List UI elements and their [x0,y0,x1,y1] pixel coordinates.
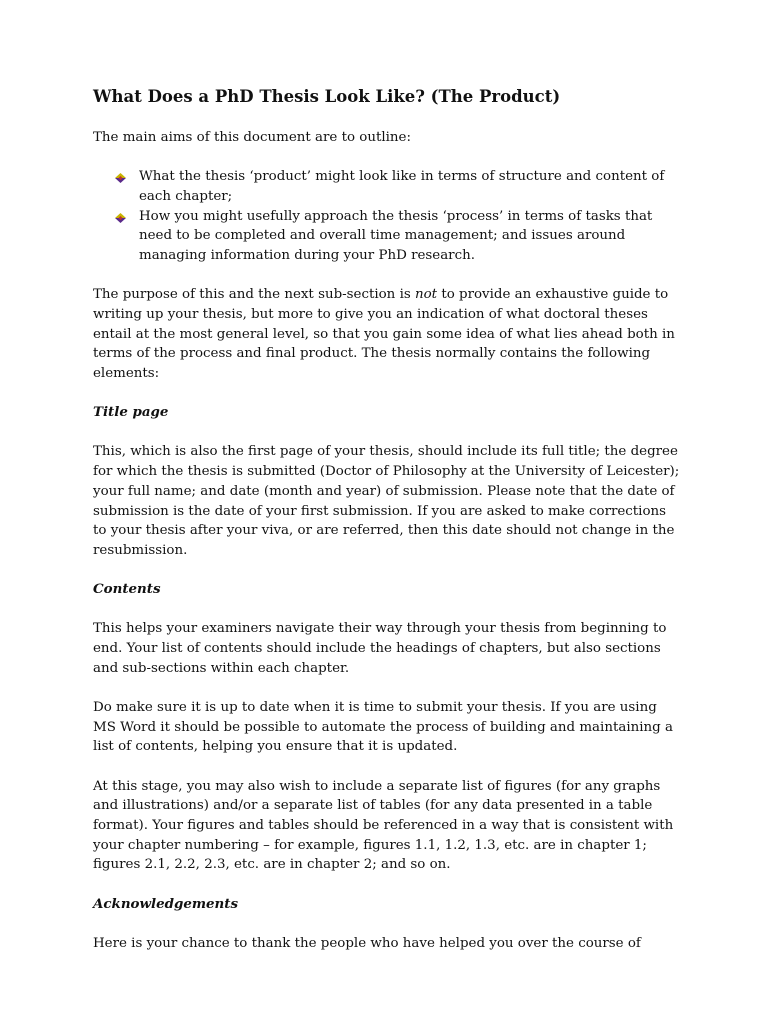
list-item [139,167,683,206]
contents-paragraph: Do make sure it is up to date when it is time to submit your thesis. If you are using MS Word it should be possible to automate the process of building and maintaining a list of contents, helping you ensure that it is updated. [93,699,673,755]
list-item [139,207,683,266]
title-page-paragraph: This, which is also the first page of your thesis, should include its full title; the degree for which the thesis is submitted (Doctor of Philosophy at the University of Leicester); your full name; and date (month and year) of submission. Please note that the date of submission is the date of your first submission. If you are asked to make corrections to your thesis after your viva, or are referred, then this date should not change in the resubmission. [93,444,680,558]
purpose-text-end: to provide an exhaustive guide to writing up your thesis, but more to give you an indication of what doctoral theses entail at the most general level, so that you gain some idea of what lies ahead both in terms of the process and final product. The thesis normally contains the following elements: [93,287,675,382]
section-heading-contents: Contents [93,581,161,598]
purpose-paragraph [93,285,683,384]
purpose-emphasis: not [414,287,438,303]
contents-paragraph: This helps your examiners navigate their way through your thesis from beginning to end. Your list of contents should include the headings of chapters, but also sections and sub-sections within each chapter. [93,621,667,676]
purpose-text-start: The purpose of this and the next sub-section is [93,287,415,303]
arrow-bullet-icon [115,213,126,223]
list-item-text: How you might usefully approach the thesis ‘process’ in terms of tasks that need to be completed and overall time management; and issues around managing information during your PhD research. [139,208,653,264]
section-heading-title-page: Title page [93,404,169,421]
section-heading-acknowledgements: Acknowledgements [93,895,239,912]
document-title: What Does a PhD Thesis Look Like? (The Product) [93,87,561,106]
arrow-bullet-icon [115,173,126,183]
intro-paragraph: The main aims of this document are to outline: [93,130,411,145]
aims-list [93,167,683,266]
acknowledgements-paragraph: Here is your chance to thank the people who have helped you over the course of [93,935,641,951]
contents-paragraph: At this stage, you may also wish to include a separate list of figures (for any graphs and illustrations) and/or a separate list of tables (for any data presented in a table format). Your figures and tables should be referenced in a way that is consistent with your chapter numbering – for example, figures 1.1, 1.2, 1.3, etc. are in chapter 1; figures 2.1, 2.2, 2.3, etc. are in chapter 2; and so on. [93,778,674,873]
list-item-text: What the thesis ‘product’ might look like in terms of structure and content of each chapter; [139,169,665,204]
document-page [93,86,683,973]
